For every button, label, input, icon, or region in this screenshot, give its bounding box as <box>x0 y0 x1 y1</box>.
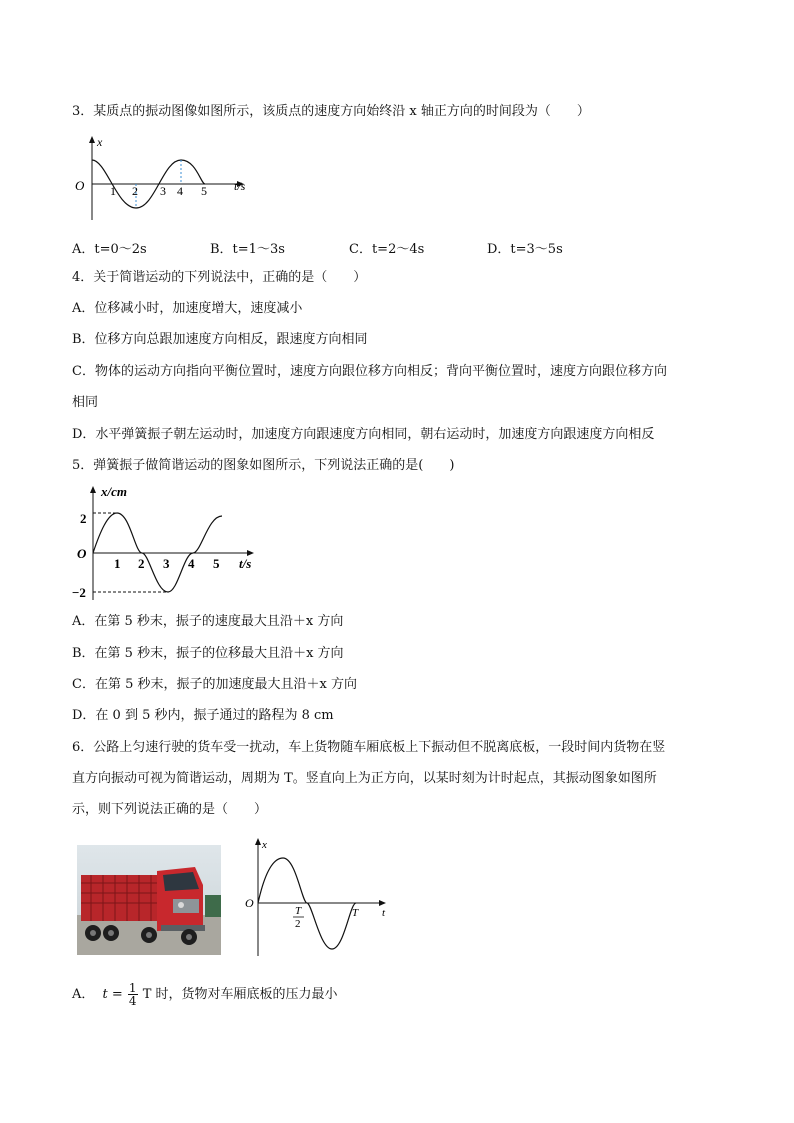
q5-min-label: −2 <box>72 585 86 600</box>
q3-tick-1: 1 <box>110 184 116 198</box>
truck-photo-bg-vehicle <box>205 895 221 917</box>
q3-tick-4: 4 <box>177 184 183 198</box>
q5-graph <box>72 480 272 605</box>
q4-stem: 4．关于简谐运动的下列说法中，正确的是（ ） <box>72 270 367 285</box>
q6-option-a-t: t = <box>102 987 123 1002</box>
q5-option-d[interactable]: D．在 0 到 5 秒内，振子通过的路程为 8 cm <box>72 708 334 723</box>
q6-half-den: 2 <box>295 918 301 930</box>
q5-origin: O <box>77 546 87 561</box>
q3-tick-3: 3 <box>160 184 166 198</box>
q4-option-a[interactable]: A．位移减小时，加速度增大，速度减小 <box>72 301 303 316</box>
q6-option-a-num: 1 <box>128 981 137 995</box>
q6-option-a[interactable] <box>72 982 338 1007</box>
q6-stem-line-1: 6．公路上匀速行驶的货车受一扰动，车上货物随车厢底板上下振动但不脱离底板，一段时间内货物在竖 <box>72 740 666 755</box>
q3-x-label: x <box>97 135 103 149</box>
q5-tick-3: 3 <box>163 556 170 571</box>
q5-t-label: t/s <box>239 556 252 571</box>
q3-origin: O <box>75 178 85 193</box>
q3-t-label: t/s <box>234 179 246 193</box>
q4-option-c[interactable]: C．物体的运动方向指向平衡位置时，速度方向跟位移方向相反；背向平衡位置时，速度方向跟位移方向 <box>72 364 667 379</box>
q6-half-period-label <box>293 905 304 930</box>
q6-x-arrow <box>255 838 261 845</box>
q6-option-a-prefix: A． <box>72 987 95 1002</box>
q5-max-label: 2 <box>80 511 87 526</box>
q3-x-arrow <box>89 136 95 143</box>
q4-option-c-cont: 相同 <box>72 395 99 410</box>
q5-tick-1: 1 <box>114 556 121 571</box>
q3-options <box>72 238 722 256</box>
q3-option-d[interactable]: D．t=3～5s <box>487 242 563 257</box>
q5-stem: 5．弹簧振子做简谐运动的图象如图所示，下列说法正确的是( ) <box>72 458 455 473</box>
q6-x-label: x <box>262 839 267 851</box>
q5-y-label: x/cm <box>101 484 127 499</box>
q5-tick-2: 2 <box>138 556 145 571</box>
q3-option-a[interactable]: A．t=0～2s <box>72 242 147 257</box>
q4-option-d[interactable]: D．水平弹簧振子朝左运动时，加速度方向跟速度方向相同，朝右运动时，加速度方向跟速度方向相反 <box>72 427 655 442</box>
q6-period-label: T <box>352 907 359 919</box>
q6-t-arrow <box>379 900 386 906</box>
q6-stem-line-2: 直方向振动可视为简谐运动，周期为 T。竖直向上为正方向，以某时刻为计时起点，其振动图象如图所 <box>72 771 657 786</box>
q5-tick-5: 5 <box>213 556 220 571</box>
q5-y-arrow <box>90 486 96 493</box>
q5-option-b[interactable]: B．在第 5 秒末，振子的位移最大且沿＋x 方向 <box>72 646 344 661</box>
q6-stem-line-3: 示，则下列说法正确的是（ ） <box>72 802 268 817</box>
q6-t-label: t <box>382 907 386 919</box>
q5-tick-4: 4 <box>188 556 195 571</box>
q3-tick-2: 2 <box>132 184 138 198</box>
truck-photo <box>77 845 221 955</box>
q3-option-b[interactable]: B．t=1～3s <box>210 242 285 257</box>
q6-option-a-den: 4 <box>128 994 137 1008</box>
q6-half-num: T <box>295 905 302 917</box>
q5-option-a[interactable]: A．在第 5 秒末，振子的速度最大且沿＋x 方向 <box>72 614 344 629</box>
q6-graph <box>240 832 395 960</box>
q5-option-c[interactable]: C．在第 5 秒末，振子的加速度最大且沿＋x 方向 <box>72 677 357 692</box>
q6-origin: O <box>245 896 254 910</box>
truck-cargo-bed <box>81 875 159 921</box>
q3-graph <box>72 132 262 224</box>
q3-tick-5: 5 <box>201 184 207 198</box>
q3-option-c[interactable]: C．t=2～4s <box>349 242 425 257</box>
q4-option-b[interactable]: B．位移方向总跟加速度方向相反，跟速度方向相同 <box>72 332 368 347</box>
q6-option-a-suffix: T 时，货物对车厢底板的压力最小 <box>142 987 338 1002</box>
q6-option-a-fraction <box>128 982 138 1007</box>
truck-cab <box>157 867 205 931</box>
q3-stem: 3．某质点的振动图像如图所示，该质点的速度方向始终沿 x 轴正方向的时间段为（ ） <box>72 104 590 119</box>
